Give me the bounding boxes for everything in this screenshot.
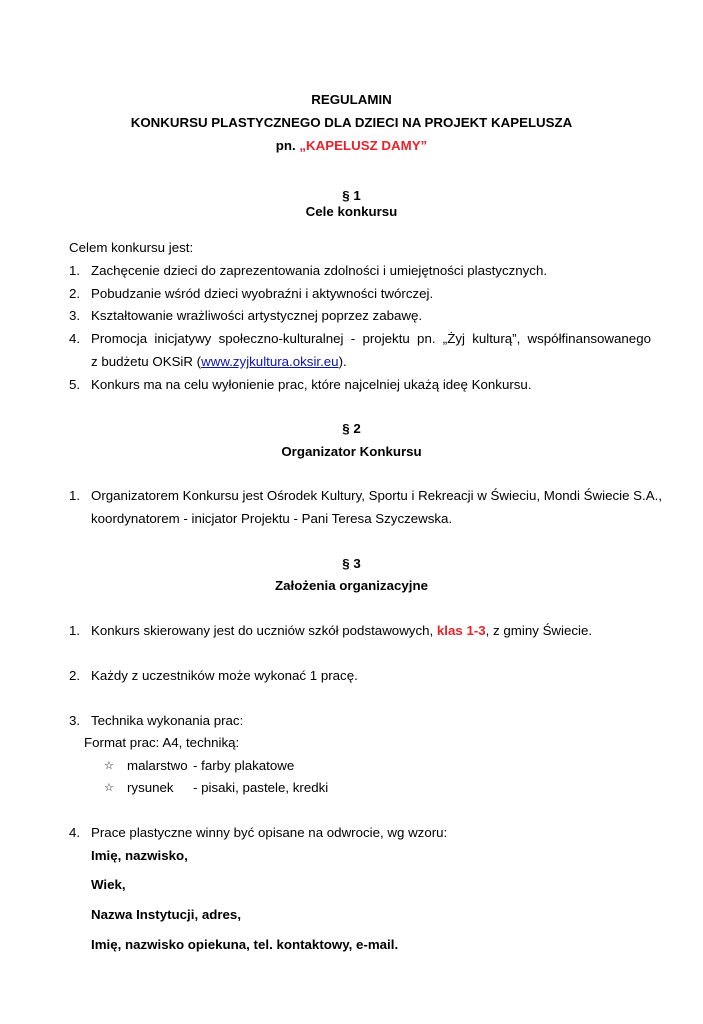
list-item-text: Kształtowanie wrażliwości artystycznej poprzez zabawę. bbox=[91, 308, 423, 323]
technique-name: rysunek bbox=[127, 780, 174, 795]
list-item-number: 3. bbox=[69, 713, 81, 728]
list-item-text: Zachęcenie dzieci do zaprezentowania zdolności i umiejętności plastycznych. bbox=[91, 263, 548, 278]
continuation-prefix: z budżetu OKSiR ( bbox=[91, 354, 202, 369]
section3-title: Założenia organizacyjne bbox=[275, 578, 428, 593]
list-item-number: 2. bbox=[69, 668, 81, 683]
section2-symbol: § 2 bbox=[342, 421, 361, 436]
section1-symbol: § 1 bbox=[342, 188, 361, 203]
continuation-suffix: ). bbox=[338, 354, 347, 369]
website-link[interactable]: www.zyjkultura.oksir.eu bbox=[201, 354, 339, 369]
list-item-number: 4. bbox=[69, 331, 81, 346]
list-item-number: 3. bbox=[69, 308, 81, 323]
list-item-continuation bbox=[91, 354, 347, 370]
list-item-text: Konkurs ma na celu wyłonienie prac, które najcelniej ukażą ideę Konkursu. bbox=[91, 377, 532, 392]
list-item-text: Pobudzanie wśród dzieci wyobraźni i aktywności twórczej. bbox=[91, 286, 434, 301]
star-bullet-icon: ☆ bbox=[104, 760, 114, 772]
contest-name-highlight: „KAPELUSZ DAMY” bbox=[299, 138, 428, 153]
eligibility-suffix: , z gminy Świecie. bbox=[485, 623, 593, 638]
eligibility-text bbox=[91, 623, 592, 639]
list-item-text: Technika wykonania prac: bbox=[91, 713, 244, 728]
section3-symbol: § 3 bbox=[342, 556, 361, 571]
format-text: Format prac: A4, techniką: bbox=[84, 735, 240, 750]
list-item-number: 2. bbox=[69, 286, 81, 301]
list-item-text: Każdy z uczestników może wykonać 1 pracę. bbox=[91, 668, 358, 683]
list-item-number: 5. bbox=[69, 377, 81, 392]
technique-materials: - farby plakatowe bbox=[193, 758, 295, 773]
doc-subtitle: KONKURSU PLASTYCZNEGO DLA DZIECI NA PROJEKT KAPELUSZA bbox=[130, 115, 573, 130]
list-item-number: 1. bbox=[69, 488, 81, 503]
list-item-text: Prace plastyczne winny być opisane na odwrocie, wg wzoru: bbox=[91, 825, 448, 840]
grade-highlight: klas 1-3 bbox=[436, 623, 486, 638]
section1-intro: Celem konkursu jest: bbox=[69, 240, 194, 255]
list-item-number: 1. bbox=[69, 623, 81, 638]
coordinator-text: koordynatorem - inicjator Projektu - Pani Teresa Szyczewska. bbox=[91, 511, 453, 526]
section1-title: Cele konkursu bbox=[305, 204, 398, 219]
organizer-text: Organizatorem Konkursu jest Ośrodek Kultury, Sportu i Rekreacji w Świeciu, Mondi Świecie S.A., bbox=[91, 488, 663, 503]
list-item-text: Promocja inicjatywy społeczno-kulturalnej - projektu pn. „Żyj kulturą”, współfinansowanego bbox=[91, 331, 651, 346]
label-field: Imię, nazwisko opiekuna, tel. kontaktowy, e-mail. bbox=[91, 937, 399, 952]
doc-title: REGULAMIN bbox=[311, 92, 392, 107]
label-field: Imię, nazwisko, bbox=[91, 848, 188, 863]
contest-name bbox=[0, 138, 703, 154]
technique-materials: - pisaki, pastele, kredki bbox=[193, 780, 329, 795]
eligibility-prefix: Konkurs skierowany jest do uczniów szkół podstawowych, bbox=[91, 623, 437, 638]
star-bullet-icon: ☆ bbox=[104, 782, 114, 794]
list-item-number: 4. bbox=[69, 825, 81, 840]
technique-name: malarstwo bbox=[127, 758, 188, 773]
label-field: Nazwa Instytucji, adres, bbox=[91, 907, 242, 922]
list-item-number: 1. bbox=[69, 263, 81, 278]
contest-name-prefix: pn. bbox=[275, 138, 300, 153]
label-field: Wiek, bbox=[91, 877, 126, 892]
section2-title: Organizator Konkursu bbox=[281, 444, 422, 459]
